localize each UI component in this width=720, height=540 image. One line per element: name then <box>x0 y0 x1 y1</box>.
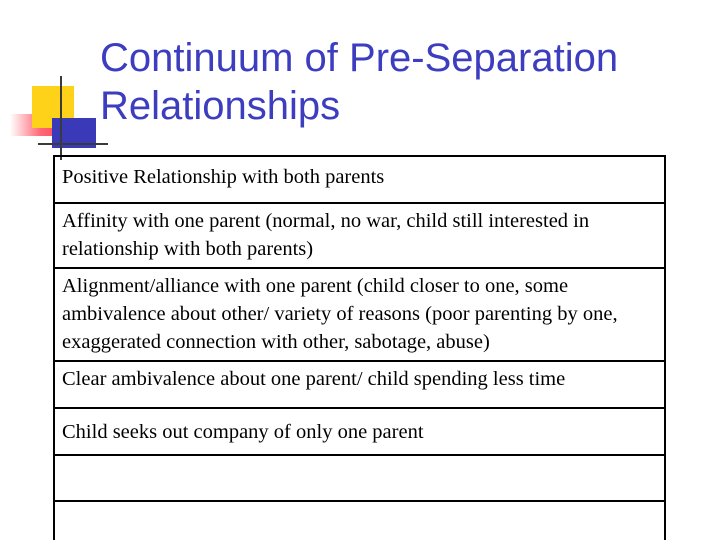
table-row: Affinity with one parent (normal, no war, child still interested in relationship with both parents) <box>55 204 664 269</box>
table-row: Clear ambivalence about one parent/ child spending less time <box>55 362 664 409</box>
table-row <box>55 502 664 540</box>
table-row <box>55 456 664 502</box>
decorative-horizontal-line <box>38 143 108 145</box>
title-line-1: Continuum of Pre-Separation <box>100 36 619 80</box>
table-row: Child seeks out company of only one parent <box>55 409 664 456</box>
table-row: Positive Relationship with both parents <box>55 157 664 204</box>
continuum-table <box>53 155 666 540</box>
table-row: Alignment/alliance with one parent (child closer to one, some ambivalence about other/ variety of reasons (poor parenting by one, exaggerated connection with other, sabotage, abuse) <box>55 269 664 362</box>
slide-title <box>100 34 700 130</box>
decorative-vertical-line <box>60 76 62 160</box>
title-line-2: Relationships <box>100 84 341 128</box>
